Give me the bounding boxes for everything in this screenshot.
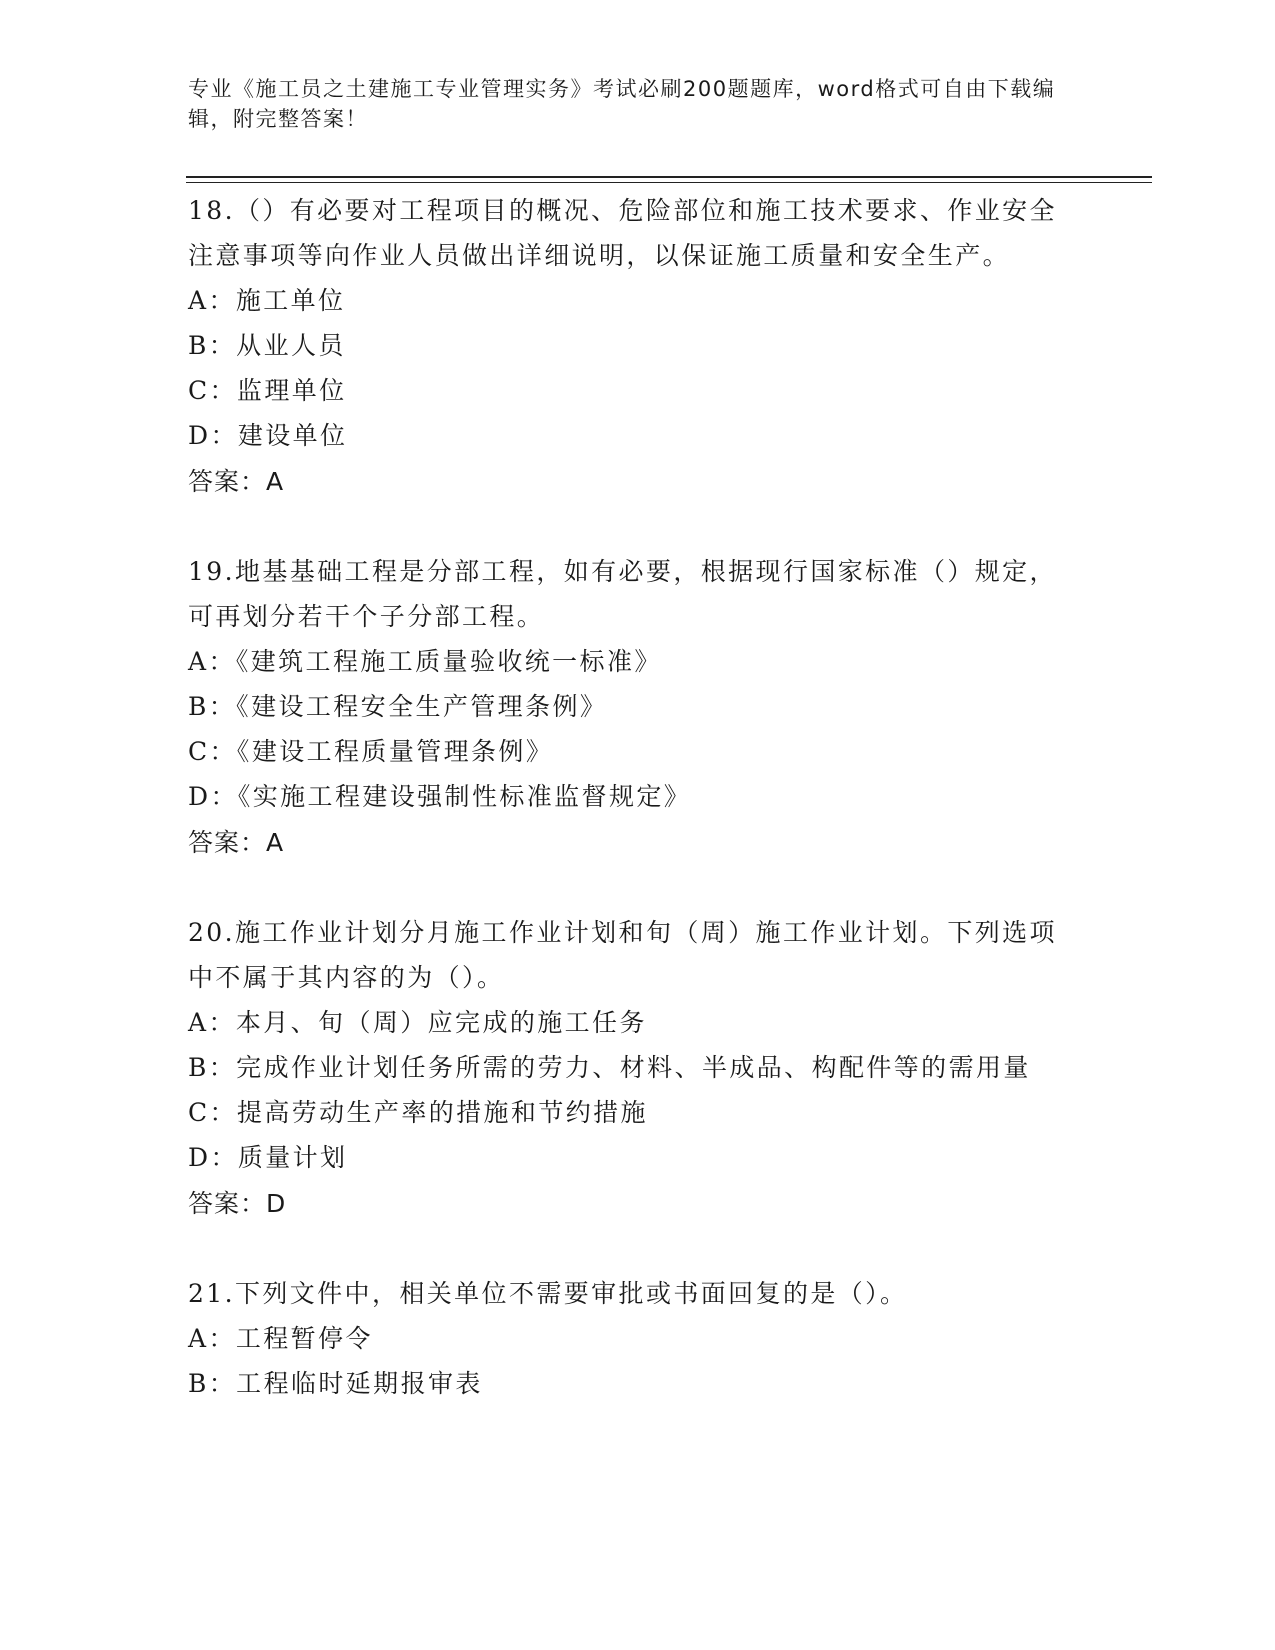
question-19 [188, 549, 1068, 866]
option-c: C：监理单位 [188, 376, 347, 405]
question-text: 19.地基基础工程是分部工程，如有必要，根据现行国家标准（）规定，可再划分若干个子分部工程。 [188, 557, 1057, 631]
option-c: C：提高劳动生产率的措施和节约措施 [188, 1098, 648, 1127]
question-21 [188, 1271, 1068, 1406]
document-header: 专业《施工员之土建施工专业管理实务》考试必刷200题题库，word格式可自由下载编辑，附完整答案！ [188, 77, 1056, 131]
answer: 答案：D [188, 1189, 287, 1218]
option-d: D：质量计划 [188, 1143, 348, 1172]
answer: 答案：A [188, 828, 285, 857]
header-rule-thin [186, 182, 1152, 183]
option-a: A：工程暂停令 [188, 1324, 373, 1353]
option-a: A：施工单位 [188, 286, 346, 315]
option-a: A：本月、旬（周）应完成的施工任务 [188, 1008, 647, 1037]
option-c: C：《建设工程质量管理条例》 [188, 737, 554, 766]
answer: 答案：A [188, 467, 285, 496]
question-text: 20.施工作业计划分月施工作业计划和旬（周）施工作业计划。下列选项中不属于其内容的为（）。 [188, 918, 1057, 992]
option-b: B：工程临时延期报审表 [188, 1369, 483, 1398]
option-a: A：《建筑工程施工质量验收统一标准》 [188, 647, 662, 676]
question-text: 18.（）有必要对工程项目的概况、危险部位和施工技术要求、作业安全注意事项等向作业人员做出详细说明，以保证施工质量和安全生产。 [188, 196, 1057, 270]
option-d: D：建设单位 [188, 421, 348, 450]
question-list [188, 188, 1068, 1450]
option-b: B：从业人员 [188, 331, 346, 360]
header-rule-thick [186, 176, 1152, 178]
question-18 [188, 188, 1068, 505]
question-text: 21.下列文件中，相关单位不需要审批或书面回复的是（）。 [188, 1279, 908, 1308]
question-20 [188, 910, 1068, 1227]
option-b: B：《建设工程安全生产管理条例》 [188, 692, 608, 721]
option-b: B：完成作业计划任务所需的劳力、材料、半成品、构配件等的需用量 [188, 1053, 1031, 1082]
option-d: D：《实施工程建设强制性标准监督规定》 [188, 782, 692, 811]
